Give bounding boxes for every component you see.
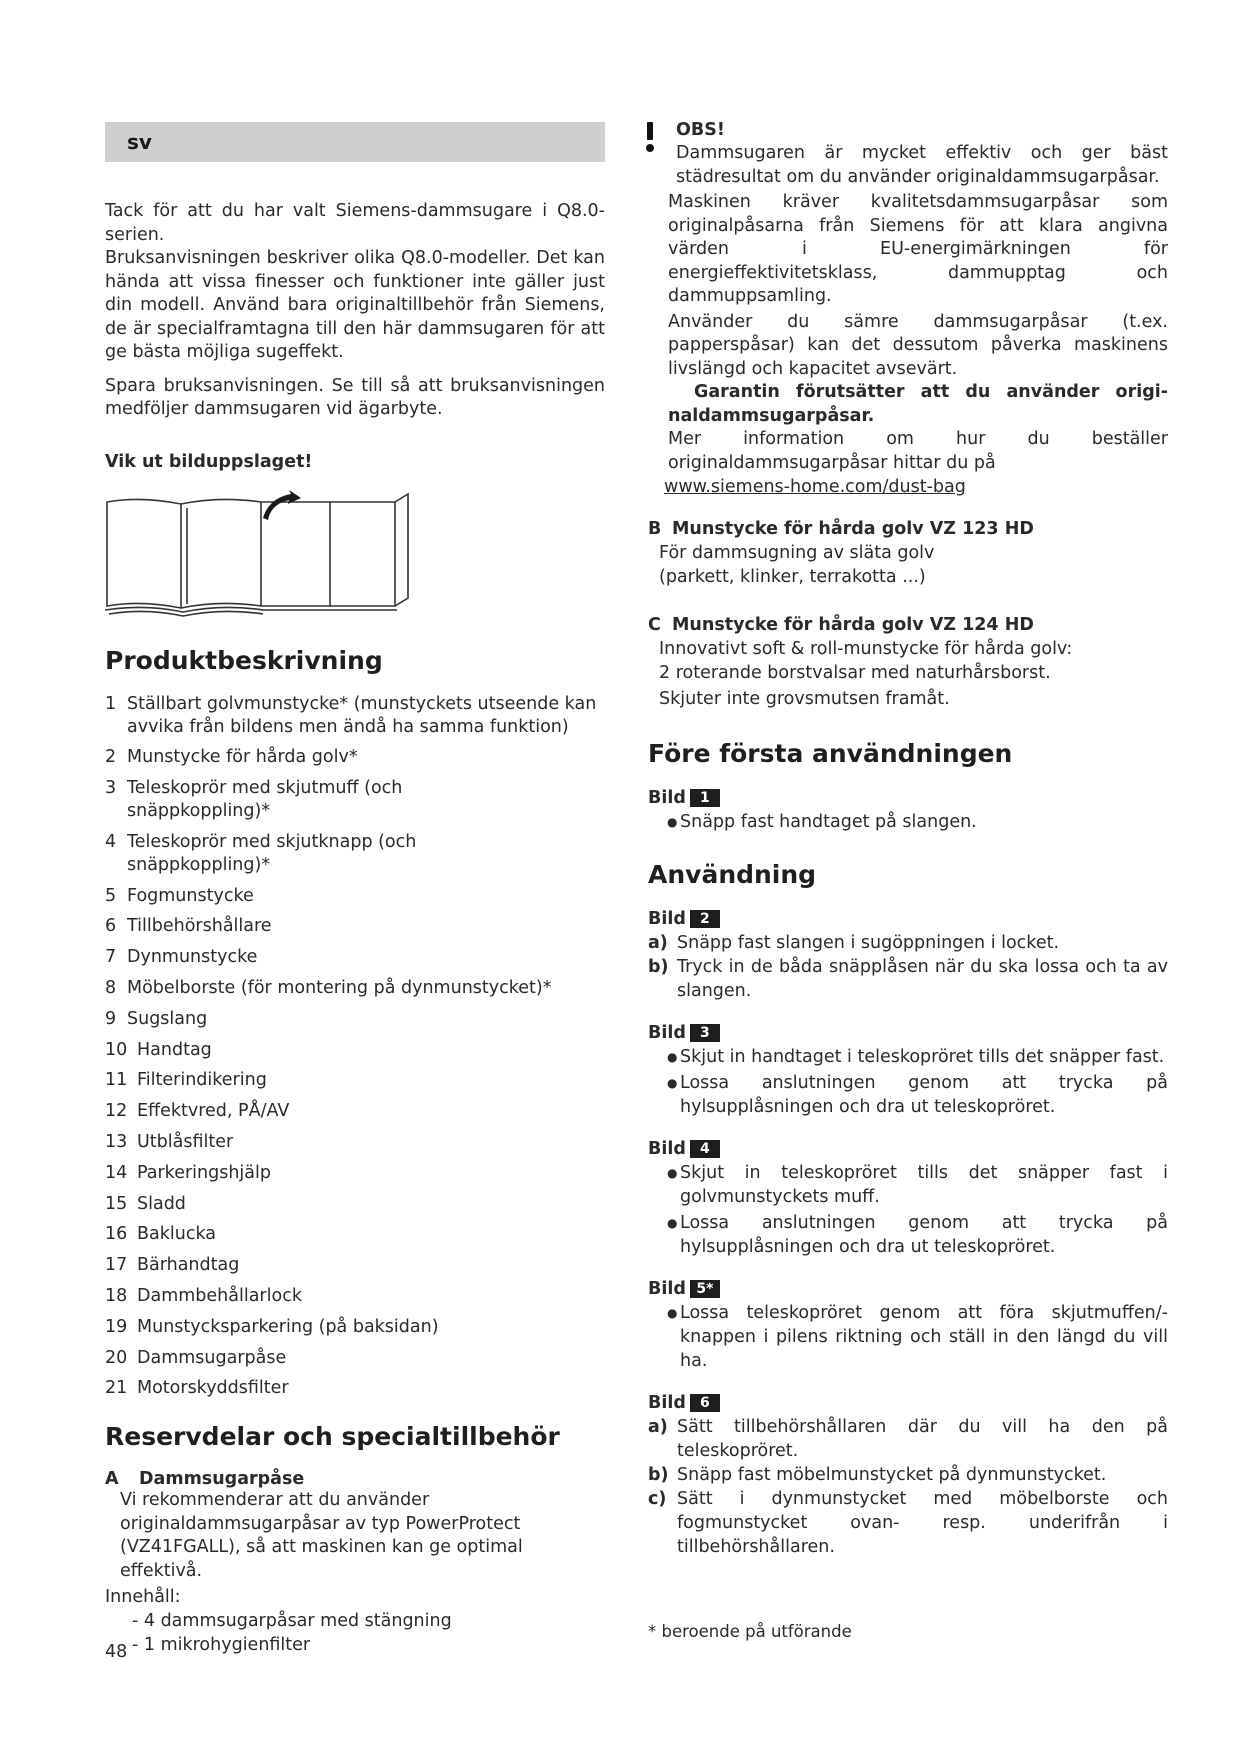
footnote: * beroende på utförande <box>648 1622 852 1641</box>
dust-bag-link[interactable]: www.siemens-home.com/dust-bag <box>664 477 966 497</box>
list-item: 10 Handtag <box>105 1039 212 1060</box>
warning-icon <box>644 122 656 156</box>
figure-badge: 1 <box>690 789 720 807</box>
parts-list <box>105 693 605 1401</box>
list-item: 1 Ställbart golvmunstycke* (munstyckets utseende kan avvika från bildens men ändå ha samma funktion) <box>105 693 597 737</box>
bullet-item: ● Lossa anslutningen genom att trycka på hylsupplåsningen och dra ut teleskopröret. <box>667 1213 1168 1257</box>
nozzle-c-section <box>648 613 1168 711</box>
list-item: 15 Sladd <box>105 1193 186 1214</box>
bild-2-label: Bild 2 <box>648 907 1168 931</box>
step-item: a) Snäpp fast slangen i sugöppningen i locket. <box>648 933 1060 953</box>
contents-label: Innehåll: <box>105 1587 181 1608</box>
nozzle-b-line: (parkett, klinker, terrakotta ...) <box>659 567 926 587</box>
nozzle-b-line: För dammsugning av släta golv <box>659 543 935 563</box>
list-item: 12 Effektvred, PÅ/AV <box>105 1101 290 1122</box>
accessory-a-body: Vi rekommenderar att du använder originaldammsugarpåsar av typ PowerProtect (VZ41FGALL), så att maskinen kan ge optimal effektivå. <box>120 1490 523 1581</box>
obs-notice <box>648 118 1168 499</box>
list-item: 6 Tillbehörshållare <box>105 916 272 937</box>
bullet-item: ● Skjut in teleskopröret tills det snäpper fast i golvmunstyckets muff. <box>667 1163 1168 1207</box>
nozzle-c-line: Skjuter inte grovsmutsen framåt. <box>659 689 950 709</box>
obs-paragraph-4: Mer information om hur du beställer originaldammsugarpåsar hittar du på <box>668 429 1168 473</box>
obs-title: OBS! <box>676 120 725 140</box>
language-bar: sv <box>105 122 605 162</box>
nozzle-c-line: Innovativt soft & roll-munstycke för hårda golv: <box>659 639 1073 659</box>
list-item: 14 Parkeringshjälp <box>105 1162 271 1183</box>
list-item: 17 Bärhandtag <box>105 1255 240 1276</box>
intro-paragraph-1: Tack för att du har valt Siemens-dammsugare i Q8.0-serien. <box>105 201 605 245</box>
obs-paragraph-3: Använder du sämre dammsugarpåsar (t.ex. papperspåsar) kan det dessutom påverka maskinens livslängd och kapacitet avsevärt. <box>668 311 1168 379</box>
left-column <box>105 122 605 1657</box>
list-item: 21 Motorskyddsfilter <box>105 1378 289 1399</box>
intro-paragraph-2: Bruksanvisningen beskriver olika Q8.0-modeller. Det kan hända att vissa finesser och funktioner inte gäller just din modell. Använd bara originaltillbehör från Siemens, de är specialframtagna till den här dammsugaren för att ge bästa möjliga sugeffekt. <box>105 248 605 362</box>
step-item: b) Tryck in de båda snäpplåsen när du ska lossa och ta av slangen. <box>648 957 1168 1001</box>
list-item: 19 Munstycksparkering (på baksidan) <box>105 1316 439 1337</box>
list-item: 8 Möbelborste (för montering på dynmunstycket)* <box>105 978 552 999</box>
contents-item: - 1 mikrohygienfilter <box>132 1635 311 1656</box>
bullet-item: ● Skjut in handtaget i teleskopröret tills det snäpper fast. <box>667 1047 1165 1067</box>
right-column <box>648 118 1168 1559</box>
page-number: 48 <box>105 1642 128 1662</box>
fold-out-instruction: Vik ut bilduppslaget! <box>105 451 313 472</box>
usage-heading: Användning <box>648 860 817 889</box>
fold-out-book-illustration <box>105 490 425 620</box>
list-item: 13 Utblåsfilter <box>105 1132 234 1153</box>
product-description-heading: Produktbeskrivning <box>105 645 383 675</box>
bullet-item: ● Lossa teleskopröret genom att föra skjutmuffen/-knappen i pilens riktning och ställ in den längd du vill ha. <box>667 1303 1168 1371</box>
bild-5-label: Bild 5* <box>648 1277 1168 1301</box>
figure-badge: 5* <box>690 1280 720 1298</box>
list-item: 4 Teleskoprör med skjutknapp (och snäppkoppling)* <box>105 831 417 875</box>
list-item: 16 Baklucka <box>105 1224 216 1245</box>
contents-item: - 4 dammsugarpåsar med stängning <box>132 1611 452 1632</box>
list-item: 11 Filterindikering <box>105 1070 267 1091</box>
step-item: b) Snäpp fast möbelmunstycket på dynmunstycket. <box>648 1465 1107 1485</box>
intro-paragraph-3: Spara bruksanvisningen. Se till så att bruksanvisningen medföljer dammsugaren vid ägarbyte. <box>105 375 605 419</box>
list-item: 18 Dammbehållarlock <box>105 1286 302 1307</box>
before-first-use-heading: Före första användningen <box>648 739 1013 768</box>
obs-guarantee: Garantin förutsätter att du använder origi- naldammsugarpåsar. <box>668 382 1168 426</box>
figure-badge: 6 <box>690 1394 720 1412</box>
bild-3-label: Bild 3 <box>648 1021 1168 1045</box>
list-item: 20 Dammsugarpåse <box>105 1347 287 1368</box>
nozzle-c-line: 2 roterande borstvalsar med naturhårsborst. <box>659 663 1051 683</box>
figure-badge: 3 <box>690 1024 720 1042</box>
obs-paragraph-2: Maskinen kräver kvalitetsdammsugarpåsar som originalpåsarna från Siemens för att klara angivna värden i EU-energimärkningen för energieffektivitetsklass, dammupptag och dammuppsamling. <box>668 192 1168 306</box>
bullet-item: ● Lossa anslutningen genom att trycka på hylsupplåsningen och dra ut teleskopröret. <box>667 1073 1168 1117</box>
spare-parts-heading: Reservdelar och specialtillbehör <box>105 1422 560 1452</box>
list-item: 9 Sugslang <box>105 1008 208 1029</box>
accessory-a-title: A Dammsugarpåse <box>105 1469 305 1490</box>
figure-badge: 2 <box>690 910 720 928</box>
step-item: a) Sätt tillbehörshållaren där du vill ha den på teleskopröret. <box>648 1417 1168 1461</box>
list-item: 3 Teleskoprör med skjutmuff (och snäppkoppling)* <box>105 778 403 822</box>
bild-4-label: Bild 4 <box>648 1137 1168 1161</box>
nozzle-c-title: C Munstycke för hårda golv VZ 124 HD <box>648 615 1034 635</box>
step-item: c) Sätt i dynmunstycket med möbelborste och fogmunstycket ovan- resp. underifrån i tillbehörshållaren. <box>648 1489 1168 1557</box>
obs-paragraph-1: Dammsugaren är mycket effektiv och ger bäst städresultat om du använder originaldammsugarpåsar. <box>676 143 1168 187</box>
fold-arrow-icon <box>263 490 301 520</box>
list-item: 2 Munstycke för hårda golv* <box>105 747 358 768</box>
bild-6-label: Bild 6 <box>648 1391 1168 1415</box>
nozzle-b-section <box>648 517 1168 589</box>
figure-badge: 4 <box>690 1140 720 1158</box>
list-item: 5 Fogmunstycke <box>105 885 254 906</box>
list-item: 7 Dynmunstycke <box>105 947 258 968</box>
bild-1-label: Bild 1 <box>648 786 1168 810</box>
bullet-item: ● Snäpp fast handtaget på slangen. <box>667 812 977 832</box>
nozzle-b-title: B Munstycke för hårda golv VZ 123 HD <box>648 519 1034 539</box>
